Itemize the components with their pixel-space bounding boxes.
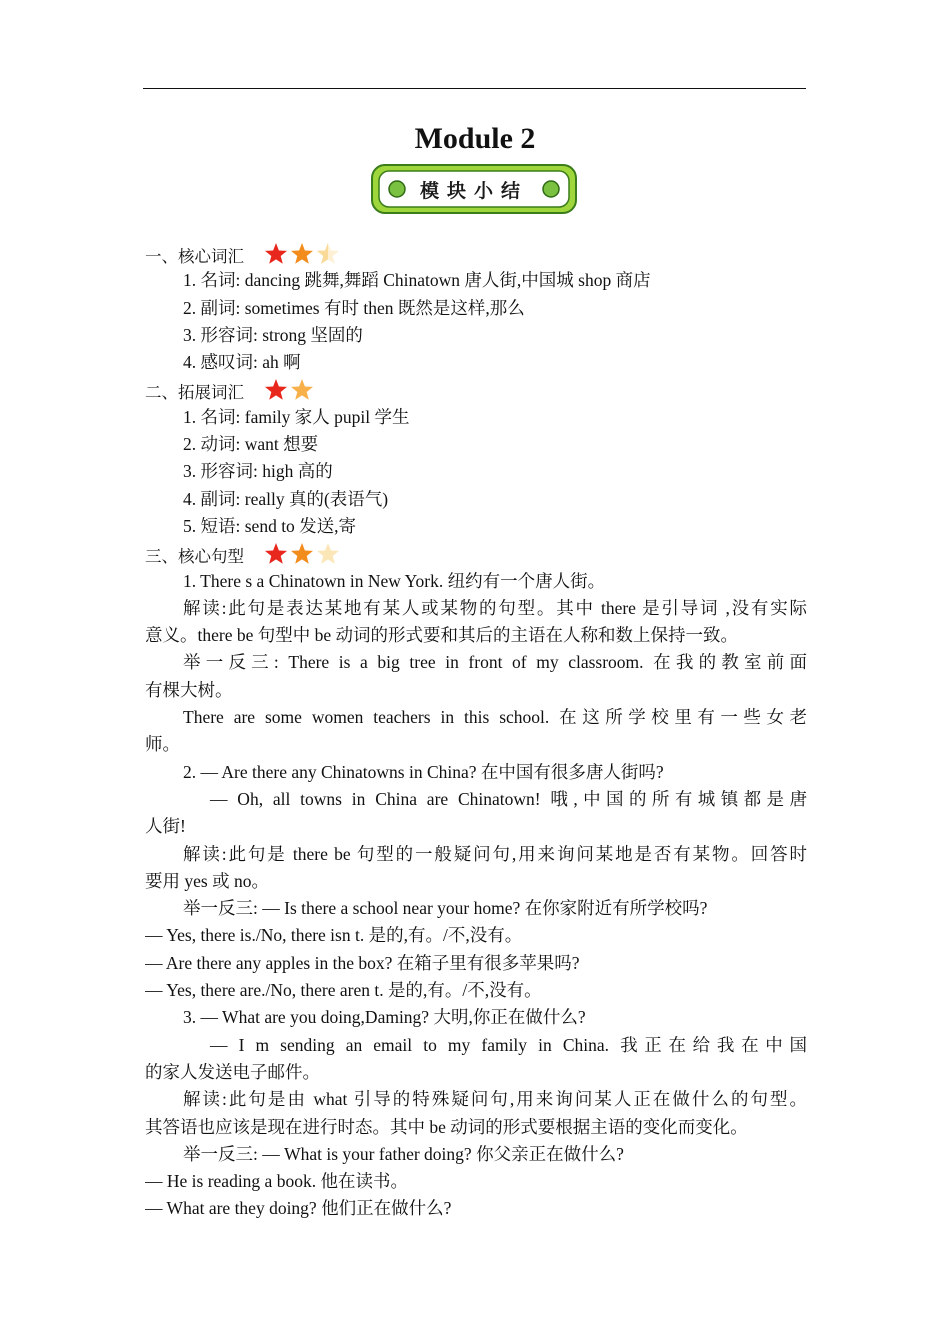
sentence-line: — I m sending an email to my family in China. 我正在给我在中国	[210, 1034, 807, 1055]
document-body	[145, 240, 807, 1223]
sentence-line: 举一反三: — What is your father doing? 你父亲正在做什么?	[183, 1143, 624, 1164]
star-icon	[265, 243, 287, 264]
half-star-icon	[317, 543, 339, 564]
sentence-line: 意义。there be 句型中 be 动词的形式要和其后的主语在人称和数上保持一致。	[145, 625, 739, 646]
sentence-lines	[145, 568, 807, 1223]
sentence-line: 举一反三: — Is there a school near your home? 在你家附近有所学校吗?	[183, 898, 708, 919]
sentence-line: 师。	[145, 734, 180, 755]
sentence-line: 有棵大树。	[145, 679, 233, 700]
sentence-line: 2. — Are there any Chinatowns in China? 在中国有很多唐人街吗?	[183, 761, 664, 782]
vocab-item: 4. 感叹词: ah 啊	[183, 352, 301, 373]
section-heading-extended-vocab	[145, 376, 807, 403]
vocab-item: 3. 形容词: high 高的	[183, 461, 333, 482]
vocab-item: 5. 短语: send to 发送,寄	[183, 515, 357, 536]
sentence-line: — Yes, there is./No, there isn t. 是的,有。/不,没有。	[145, 925, 523, 946]
sentence-line: — Are there any apples in the box? 在箱子里有很多苹果吗?	[145, 952, 580, 973]
section-heading-core-vocab	[145, 240, 807, 267]
vocab-item: 2. 副词: sometimes 有时 then 既然是这样,那么	[183, 297, 525, 318]
sentence-line: 3. — What are you doing,Daming? 大明,你正在做什么?	[183, 1007, 586, 1028]
rating-stars	[264, 376, 346, 403]
module-summary-badge	[370, 163, 578, 215]
vocab-item: 2. 动词: want 想要	[183, 434, 319, 455]
rating-stars	[264, 240, 346, 267]
section-title: 一、核心词汇	[145, 247, 244, 266]
sentence-line: 其答语也应该是现在进行时态。其中 be 动词的形式要根据主语的变化而变化。	[145, 1116, 748, 1137]
sentence-line: — Yes, there are./No, there aren t. 是的,有。/不,没有。	[145, 980, 542, 1001]
sentence-line: — He is reading a book. 他在读书。	[145, 1171, 408, 1192]
rating-stars	[264, 540, 346, 567]
sentence-line: — Oh, all towns in China are Chinatown! 哦,中国的所有城镇都是唐	[210, 788, 807, 809]
sentence-line: 1. There s a Chinatown in New York. 纽约有一个唐人街。	[183, 570, 606, 591]
sentence-line: 人街!	[145, 816, 186, 837]
badge-label: 模块小结	[419, 180, 528, 202]
star-icon	[265, 543, 287, 564]
section-title: 二、拓展词汇	[145, 383, 244, 403]
section-title: 三、核心句型	[145, 547, 244, 567]
top-rule	[143, 88, 806, 89]
vocab-item: 3. 形容词: strong 坚固的	[183, 324, 363, 345]
star-icon	[265, 379, 287, 400]
star-icon	[291, 243, 313, 264]
section-heading-core-sentences	[145, 540, 807, 567]
vocab-item: 1. 名词: family 家人 pupil 学生	[183, 406, 410, 427]
sentence-line: 要用 yes 或 no。	[145, 870, 269, 891]
sentence-line: 解读:此句是表达某地有某人或某物的句型。其中 there 是引导词 ,没有实际	[183, 597, 807, 618]
sentence-line: There are some women teachers in this school. 在这所学校里有一些女老	[183, 707, 807, 728]
vocab-item: 1. 名词: dancing 跳舞,舞蹈 Chinatown 唐人街,中国城 shop 商店	[183, 270, 651, 291]
half-star-icon	[291, 379, 313, 400]
sentence-line: 的家人发送电子邮件。	[145, 1061, 320, 1082]
module-title: Module 2	[414, 122, 536, 155]
sentence-line: — What are they doing? 他们正在做什么?	[145, 1198, 452, 1219]
sentence-line: 解读:此句是 there be 句型的一般疑问句,用来询问某地是否有某物。回答时	[183, 843, 807, 864]
sentence-line: 举一反三: There is a big tree in front of my classroom. 在我的教室前面	[183, 652, 807, 673]
star-icon	[291, 543, 313, 564]
sentence-line: 解读:此句是由 what 引导的特殊疑问句,用来询问某人正在做什么的句型。	[183, 1089, 807, 1110]
vocab-item: 4. 副词: really 真的(表语气)	[183, 488, 389, 509]
